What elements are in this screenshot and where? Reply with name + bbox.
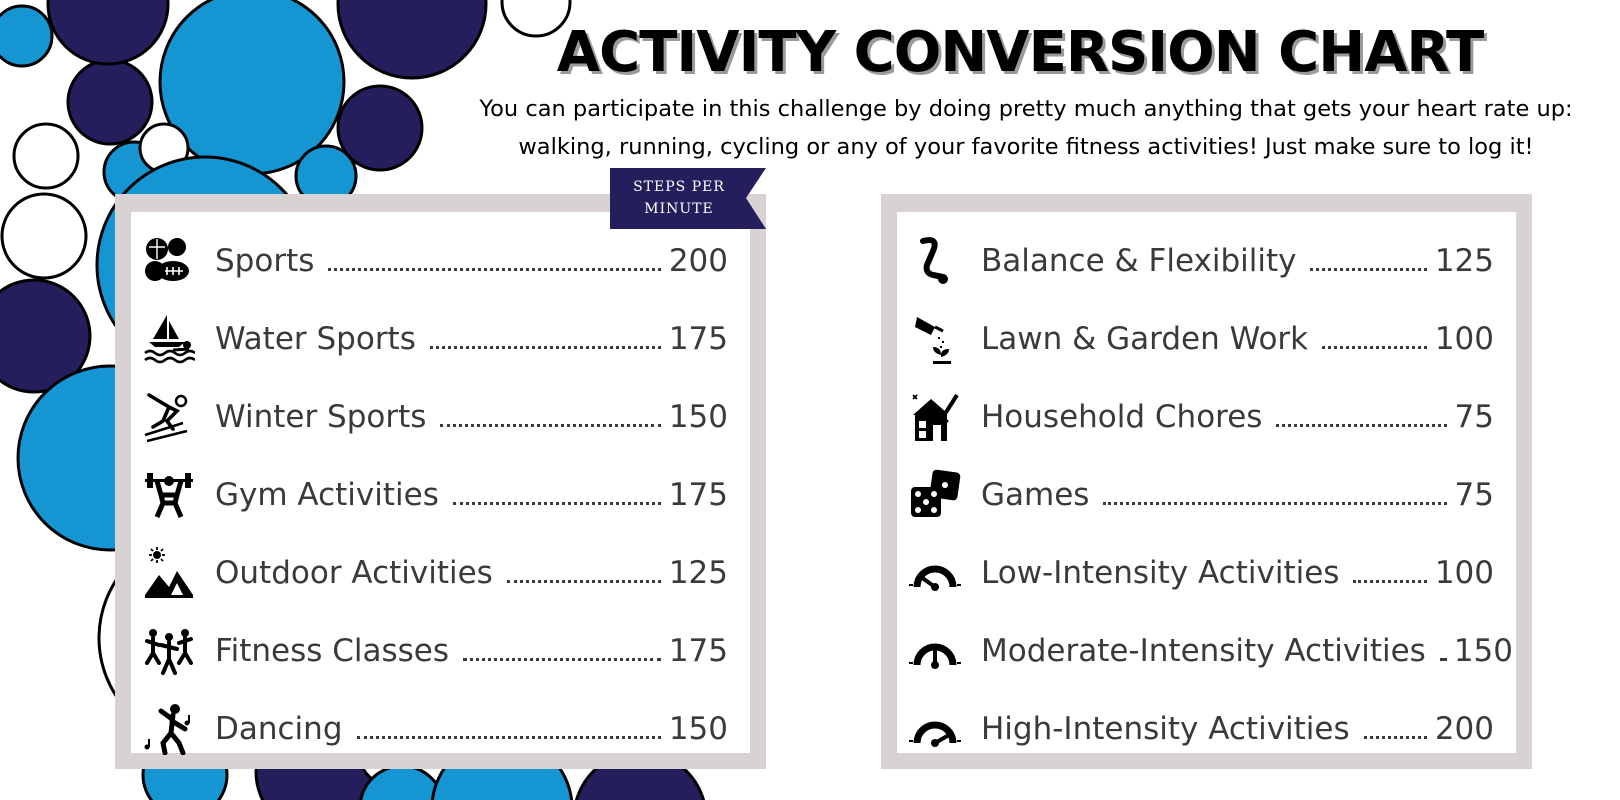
steps-per-minute-ribbon: [610, 168, 766, 229]
dot-leader: [463, 658, 661, 661]
steps-per-minute-value: 125: [1434, 243, 1494, 279]
activity-label: Low-Intensity Activities: [981, 555, 1340, 591]
activity-row: [139, 534, 728, 612]
subtitle-line-1: You can participate in this challenge by doing pretty much anything that gets your heart rate up:: [479, 96, 1573, 122]
activity-row: [905, 690, 1494, 768]
steps-per-minute-value: 175: [668, 477, 728, 513]
activity-row: [905, 300, 1494, 378]
left-activity-panel: [115, 194, 766, 769]
right-activity-panel: [881, 194, 1532, 769]
dot-leader: [357, 736, 661, 739]
steps-per-minute-value: 75: [1454, 477, 1494, 513]
activity-row: [905, 378, 1494, 456]
activity-row: [139, 378, 728, 456]
steps-per-minute-value: 75: [1454, 399, 1494, 435]
dot-leader: [328, 268, 660, 271]
steps-per-minute-value: 100: [1434, 321, 1494, 357]
activity-label: Dancing: [215, 711, 343, 747]
house-cleaning-icon: [905, 387, 965, 447]
sailboat-swimmer-icon: [139, 309, 199, 369]
gauge-medium-icon: [905, 621, 965, 681]
steps-per-minute-value: 150: [668, 399, 728, 435]
activity-label: Water Sports: [215, 321, 416, 357]
activity-row: [905, 222, 1494, 300]
ribbon-line-1: STEPS PER: [633, 179, 725, 195]
dot-leader: [430, 346, 661, 349]
ribbon-line-2: MINUTE: [644, 201, 714, 217]
balance-figure-icon: [905, 231, 965, 291]
watering-can-icon: [905, 309, 965, 369]
dot-leader: [1103, 502, 1446, 505]
left-activity-list: [131, 212, 750, 753]
weightlifter-icon: [139, 465, 199, 525]
dot-leader: [1364, 736, 1427, 739]
activity-row: [139, 222, 728, 300]
group-exercise-icon: [139, 621, 199, 681]
steps-per-minute-value: 150: [668, 711, 728, 747]
camping-sun-icon: [139, 543, 199, 603]
activity-row: [905, 612, 1513, 690]
dot-leader: [1322, 346, 1427, 349]
activity-row: [139, 690, 728, 768]
activity-label: Winter Sports: [215, 399, 427, 435]
activity-label: Fitness Classes: [215, 633, 449, 669]
activity-label: Outdoor Activities: [215, 555, 493, 591]
dot-leader: [1440, 658, 1446, 661]
dot-leader: [1310, 268, 1426, 271]
activity-label: Games: [981, 477, 1090, 513]
gauge-low-icon: [905, 543, 965, 603]
dot-leader: [440, 424, 660, 427]
activity-label: High-Intensity Activities: [981, 711, 1350, 747]
steps-per-minute-value: 175: [668, 633, 728, 669]
activity-label: Moderate-Intensity Activities: [981, 633, 1426, 669]
skier-icon: [139, 387, 199, 447]
subtitle-line-2: walking, running, cycling or any of your favorite fitness activities! Just make sure to log it!: [518, 134, 1534, 160]
page-subtitle: [436, 90, 1616, 166]
steps-per-minute-value: 150: [1453, 633, 1513, 669]
steps-per-minute-value: 200: [668, 243, 728, 279]
activity-row: [139, 456, 728, 534]
steps-per-minute-value: 200: [1434, 711, 1494, 747]
steps-per-minute-value: 125: [668, 555, 728, 591]
activity-row: [905, 456, 1494, 534]
dot-leader: [507, 580, 661, 583]
steps-per-minute-value: 100: [1434, 555, 1494, 591]
activity-label: Household Chores: [981, 399, 1263, 435]
steps-per-minute-value: 175: [668, 321, 728, 357]
sports-balls-icon: [139, 231, 199, 291]
page-title: ACTIVITY CONVERSION CHART: [556, 20, 1484, 85]
dancer-icon: [139, 699, 199, 759]
dot-leader: [1353, 580, 1426, 583]
activity-row: [139, 300, 728, 378]
activity-label: Sports: [215, 243, 315, 279]
activity-label: Lawn & Garden Work: [981, 321, 1309, 357]
activity-row: [139, 612, 728, 690]
dot-leader: [1276, 424, 1446, 427]
dot-leader: [453, 502, 661, 505]
gauge-high-icon: [905, 699, 965, 759]
activity-label: Balance & Flexibility: [981, 243, 1297, 279]
activity-label: Gym Activities: [215, 477, 439, 513]
activity-row: [905, 534, 1494, 612]
dice-icon: [905, 465, 965, 525]
right-activity-list: [897, 212, 1516, 753]
